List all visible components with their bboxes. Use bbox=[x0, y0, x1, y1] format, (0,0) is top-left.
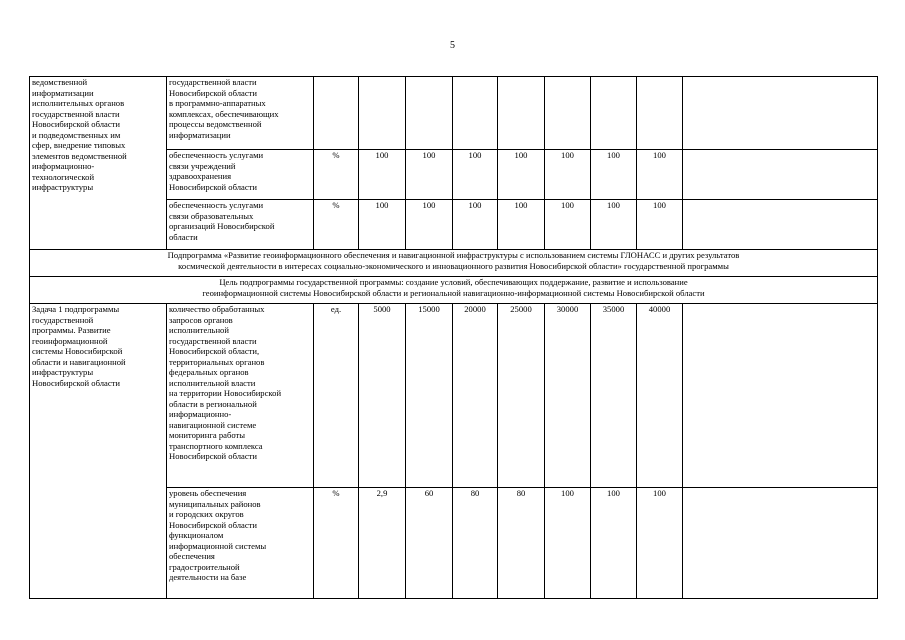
value-cell: 25000 bbox=[498, 304, 545, 488]
value-cell: 35000 bbox=[591, 304, 637, 488]
value-cell bbox=[545, 77, 591, 150]
note-cell bbox=[683, 488, 878, 599]
value-cell: 100 bbox=[545, 488, 591, 599]
unit-cell bbox=[314, 77, 359, 150]
value-cell bbox=[591, 77, 637, 150]
note-cell bbox=[683, 200, 878, 250]
indicator-cell: обеспеченность услугами связи учреждений здравоохранения Новосибирской области bbox=[167, 150, 314, 200]
goal-cell: ведомственной информатизации исполнительных органов государственной власти Новосибирской области и подведомственных им сфер, внедрение типовых элементов ведомственной информационно- технологической инфраструктуры bbox=[30, 77, 167, 250]
value-cell: 20000 bbox=[453, 304, 498, 488]
value-cell: 80 bbox=[453, 488, 498, 599]
note-cell bbox=[683, 77, 878, 150]
task-cell: Задача 1 подпрограммы государственной программы. Развитие геоинформационной системы Новосибирской области и навигационной инфраструктуры Новосибирской области bbox=[30, 304, 167, 599]
value-cell: 100 bbox=[498, 200, 545, 250]
value-cell: 100 bbox=[545, 200, 591, 250]
value-cell: 100 bbox=[453, 200, 498, 250]
value-cell: 100 bbox=[591, 488, 637, 599]
unit-cell: % bbox=[314, 150, 359, 200]
value-cell: 40000 bbox=[637, 304, 683, 488]
value-cell: 5000 bbox=[359, 304, 406, 488]
value-cell: 100 bbox=[637, 150, 683, 200]
indicator-cell: обеспеченность услугами связи образовательных организаций Новосибирской области bbox=[167, 200, 314, 250]
table-row bbox=[30, 304, 878, 488]
value-cell: 100 bbox=[406, 200, 453, 250]
subprogram-header: Подпрограмма «Развитие геоинформационного обеспечения и навигационной инфраструктуры с использованием системы ГЛОНАСС и других результатов космической деятельности в интересах социально-экономического и инновационного развития Новосибирской области» государственной программы bbox=[30, 250, 878, 277]
value-cell: 100 bbox=[406, 150, 453, 200]
note-cell bbox=[683, 304, 878, 488]
value-cell: 2,9 bbox=[359, 488, 406, 599]
value-cell: 100 bbox=[591, 200, 637, 250]
value-cell: 80 bbox=[498, 488, 545, 599]
value-cell bbox=[498, 77, 545, 150]
value-cell bbox=[406, 77, 453, 150]
indicator-cell: количество обработанных запросов органов исполнительной государственной власти Новосибирской области, территориальных органов федеральных органов исполнительной власти на территории Новосибирской области в региональной информационно- навигационной системе мониторинга работы транспортного комплекса Новосибирской области bbox=[167, 304, 314, 488]
page-number: 5 bbox=[450, 40, 455, 51]
value-cell: 100 bbox=[591, 150, 637, 200]
table-row bbox=[30, 277, 878, 304]
value-cell bbox=[359, 77, 406, 150]
value-cell: 100 bbox=[545, 150, 591, 200]
value-cell bbox=[637, 77, 683, 150]
value-cell: 60 bbox=[406, 488, 453, 599]
value-cell: 100 bbox=[498, 150, 545, 200]
unit-cell: % bbox=[314, 200, 359, 250]
indicators-table bbox=[29, 76, 878, 599]
unit-cell: ед. bbox=[314, 304, 359, 488]
value-cell: 100 bbox=[359, 150, 406, 200]
value-cell: 100 bbox=[453, 150, 498, 200]
value-cell: 30000 bbox=[545, 304, 591, 488]
value-cell bbox=[453, 77, 498, 150]
note-cell bbox=[683, 150, 878, 200]
subprogram-goal: Цель подпрограммы государственной программы: создание условий, обеспечивающих поддержание, развитие и использование геоинформационной системы Новосибирской области и региональной навигационно-информационной системы Новосибирской области bbox=[30, 277, 878, 304]
unit-cell: % bbox=[314, 488, 359, 599]
value-cell: 15000 bbox=[406, 304, 453, 488]
indicator-cell: государственной власти Новосибирской области в программно-аппаратных комплексах, обеспечивающих процессы ведомственной информатизации bbox=[167, 77, 314, 150]
indicator-cell: уровень обеспечения муниципальных районов и городских округов Новосибирской области функционалом информационной системы обеспечения градостроительной деятельности на базе bbox=[167, 488, 314, 599]
table-row bbox=[30, 77, 878, 150]
table-row bbox=[30, 250, 878, 277]
value-cell: 100 bbox=[637, 488, 683, 599]
value-cell: 100 bbox=[359, 200, 406, 250]
value-cell: 100 bbox=[637, 200, 683, 250]
